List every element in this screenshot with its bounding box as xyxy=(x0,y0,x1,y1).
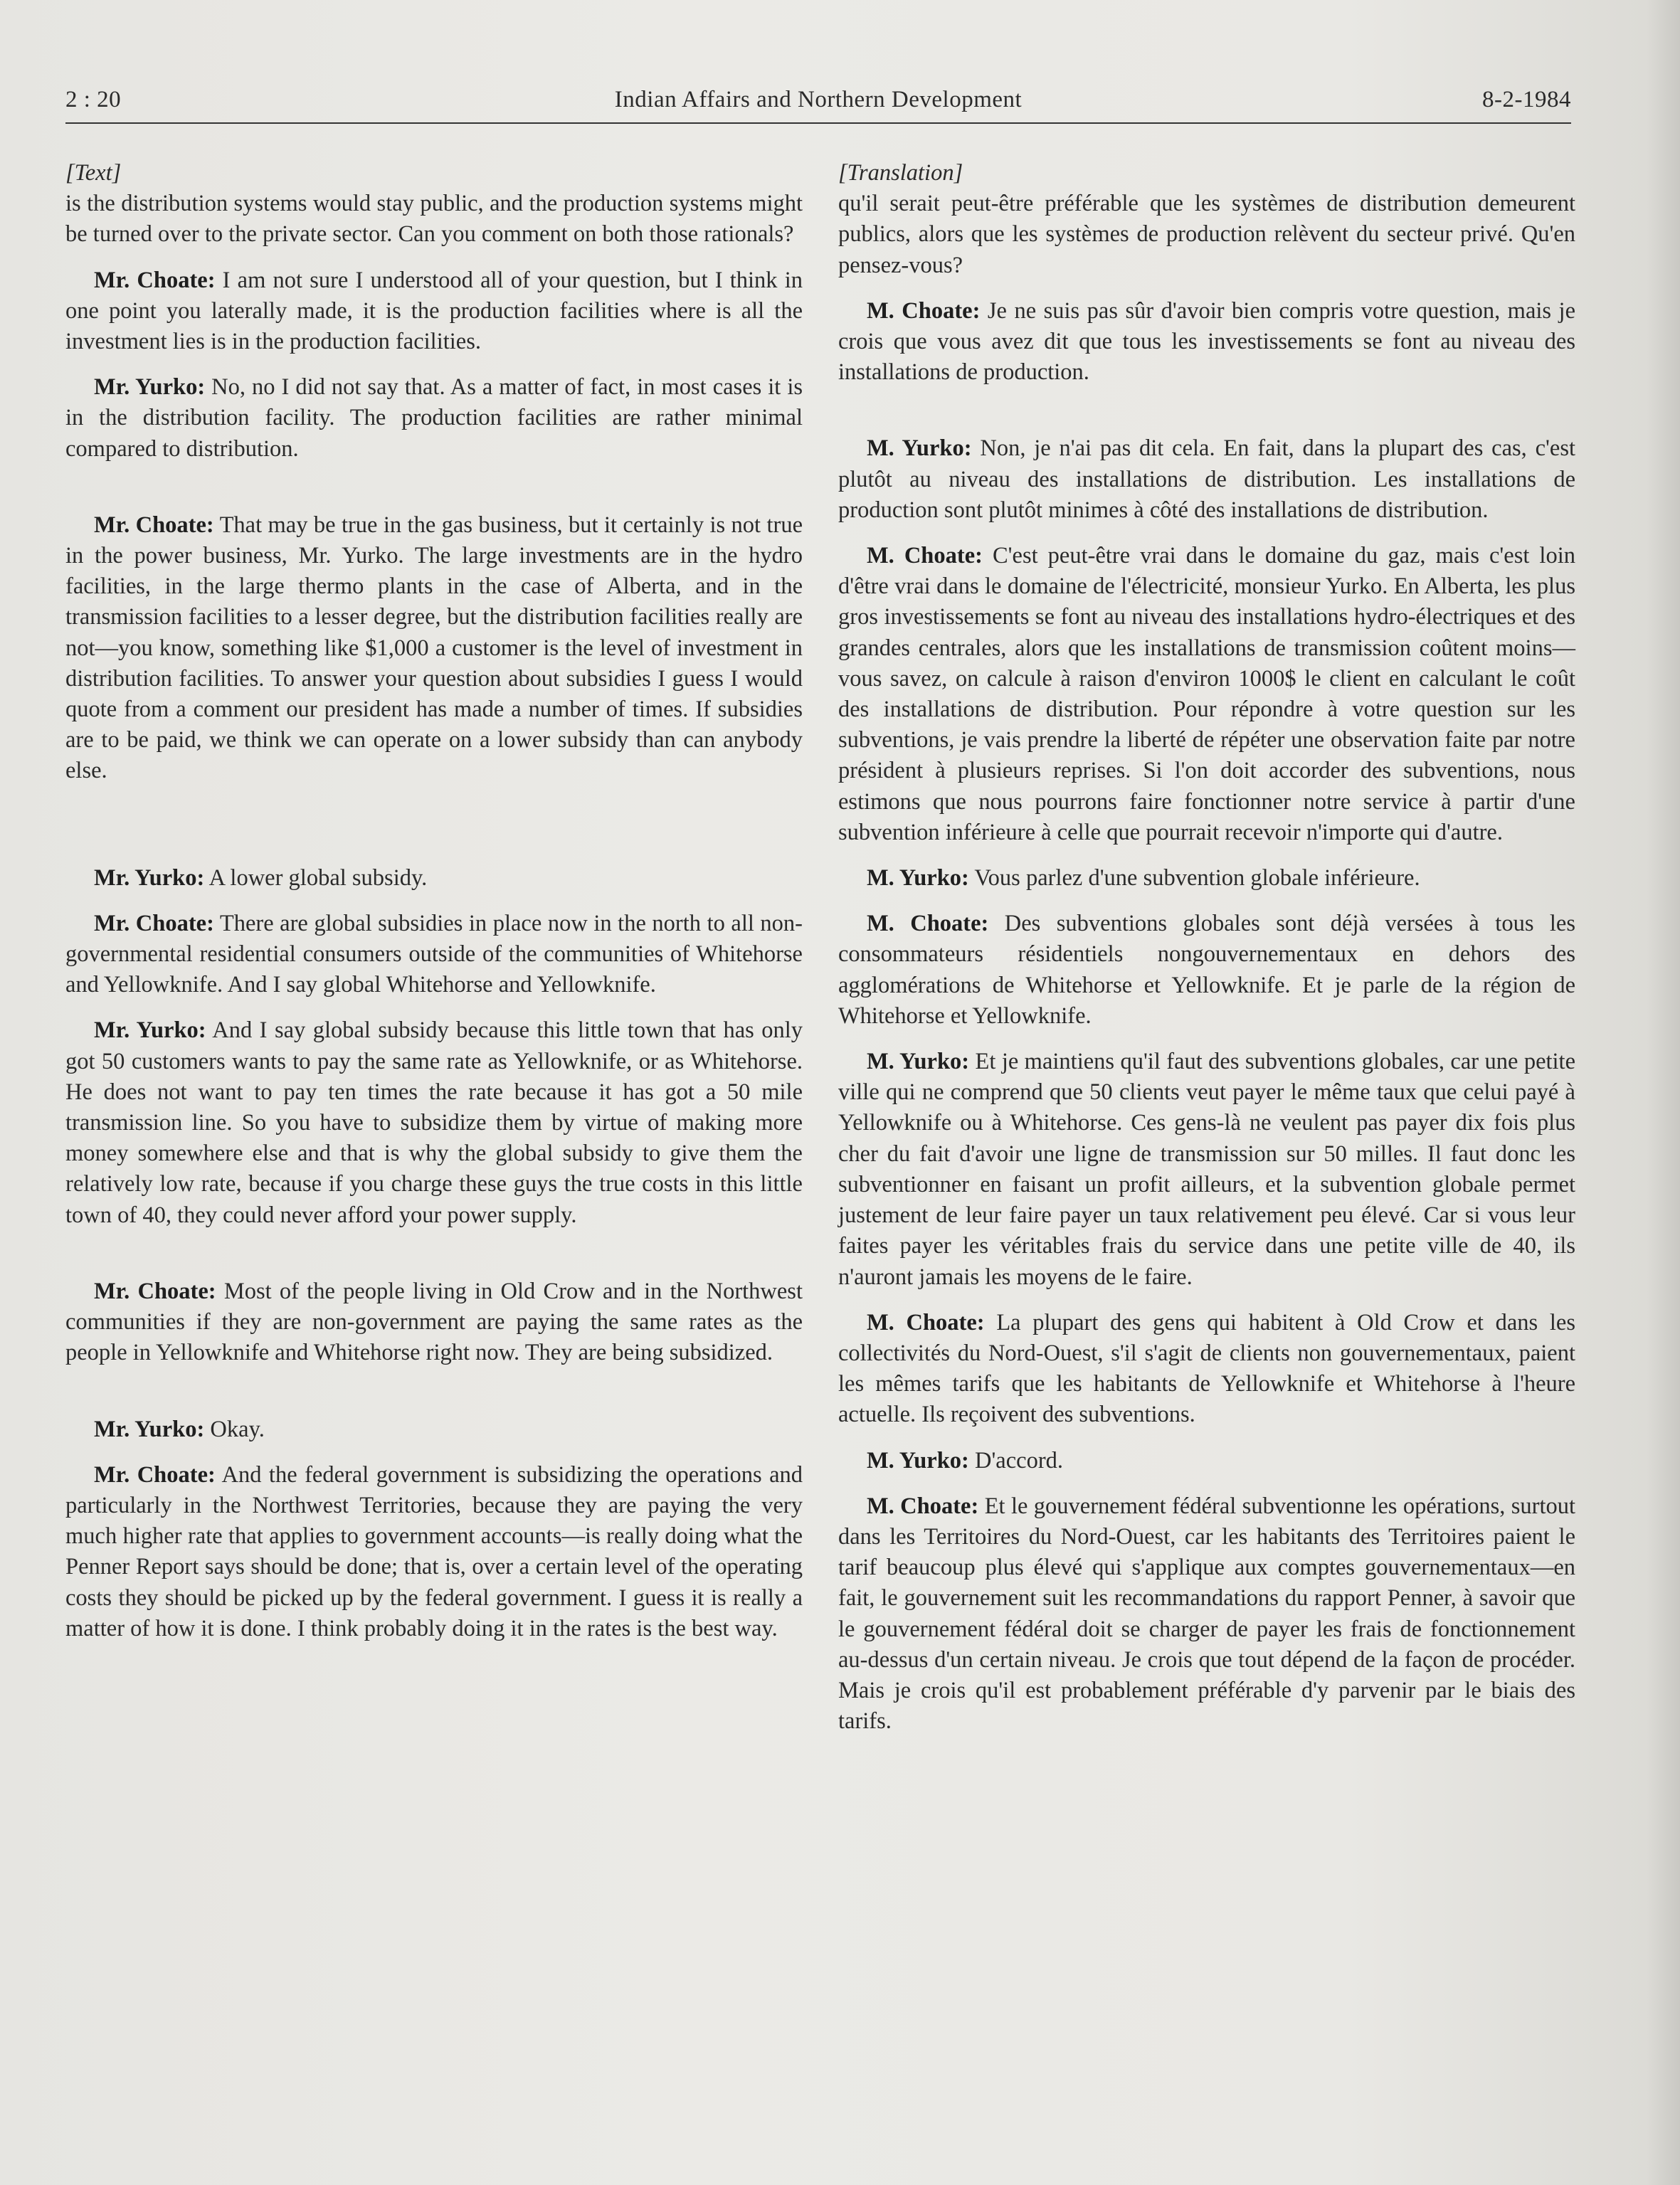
paragraph xyxy=(838,863,1575,894)
paragraph-text: Okay. xyxy=(204,1416,265,1442)
paragraph-text: Et je maintiens qu'il faut des subventions globales, car une petite ville qui ne comprend que 50 clients veut payer le même taux que celui payé à Yellowknife ou à Whitehorse. Ces gens-là ne veulent pas payer dix fois plus cher du fait d'avoir une ligne de transmission sur 50 milles. Il faut donc les subventionner en faisant un profit ailleurs, et la subvention globale permet justement de leur faire payer un taux relativement peu élevé. Car si vous leur faites payer les véritables frais du service dans une petite ville de 40, ils n'auront jamais les moyens de le faire. xyxy=(838,1049,1576,1290)
english-column xyxy=(65,158,803,1644)
paragraph xyxy=(65,1276,803,1369)
header-date: 8-2-1984 xyxy=(1482,87,1571,112)
paragraph xyxy=(65,265,803,358)
paragraph-text: qu'il serait peut-être préférable que les systèmes de distribution demeurent publics, alors que les systèmes de production relèvent du secteur privé. Qu'en pensez-vous? xyxy=(838,191,1575,278)
paragraph xyxy=(838,1446,1575,1476)
speaker-name: M. Choate: xyxy=(867,1493,979,1519)
page-header xyxy=(65,84,1571,121)
paragraph-text: And the federal government is subsidizing the operations and particularly in the Northwest Territories, because they are paying the very much higher rate that applies to government accounts—is really doing what the Penner Report says should be done; that is, over a certain level of the operating costs they should be picked up by the federal government. I guess it is really a matter of how it is done. I think probably doing it in the rates is the best way. xyxy=(65,1461,803,1641)
speaker-name: Mr. Yurko: xyxy=(94,374,206,401)
speaker-name: Mr. Choate: xyxy=(94,910,214,936)
paragraph xyxy=(838,541,1575,848)
paragraph xyxy=(838,1047,1575,1293)
text-label: [Text] xyxy=(65,160,122,186)
speaker-name: M. Yurko: xyxy=(867,865,969,892)
paragraph-text: A lower global subsidy. xyxy=(204,864,428,891)
paragraph xyxy=(838,1308,1575,1431)
paragraph-text: Je ne suis pas sûr d'avoir bien compris votre question, mais je crois que vous avez dit que tous les investissements se font au niveau des installations de production. xyxy=(838,297,1575,386)
speaker-name: M. Yurko: xyxy=(867,1447,969,1474)
header-rule xyxy=(65,122,1571,124)
paragraph xyxy=(838,189,1575,281)
paragraph-text: Des subventions globales sont déjà versées à tous les consommateurs résidentiels nongouvernementaux en dehors des agglomérations de Whitehorse et Yellowknife. Et je parle de la région de Whitehorse et Yellowknife. xyxy=(838,911,1575,1029)
paragraph-text: Vous parlez d'une subvention globale inférieure. xyxy=(968,865,1420,892)
running-title: Indian Affairs and Northern Development xyxy=(614,87,1023,112)
speaker-name: Mr. Choate: xyxy=(94,267,216,293)
paragraph xyxy=(838,296,1575,388)
paragraph xyxy=(65,1414,803,1445)
paragraph-text: No, no I did not say that. As a matter of fact, in most cases it is in the distribution facility. The production facilities are rather minimal compared to distribution. xyxy=(65,374,803,462)
paragraph xyxy=(838,1491,1575,1737)
speaker-name: M. Choate: xyxy=(867,543,983,569)
french-column xyxy=(838,158,1575,1737)
paragraph xyxy=(65,1460,803,1644)
paragraph-text: There are global subsidies in place now in the north to all non-governmental residential consumers outside of the communities of Whitehorse and Yellowknife. And I say global Whitehorse and Yellowknife. xyxy=(65,910,803,998)
paragraph xyxy=(65,1015,803,1230)
paragraph-text: D'accord. xyxy=(968,1447,1064,1474)
page-number: 2 : 20 xyxy=(65,87,122,112)
paragraph-text: C'est peut-être vrai dans le domaine du gaz, mais c'est loin d'être vrai dans le domaine de l'électricité, monsieur Yurko. En Alberta, les plus gros investissements se font au niveau des installations hydro-électriques et des grandes centrales, alors que les installations de transmission coûtent moins—vous savez, on calcule à raison d'environ 1000$ le client en calculant le coût des installations de distribution. Pour répondre à votre question sur les subventions, je vais prendre la liberté de répéter une observation faite par notre président à plusieurs reprises. Si l'on doit accorder des subventions, nous estimons que nous pourrons faire fonctionner notre service à partir d'une subvention inférieure à celle que pourrait recevoir n'importe qui d'autre. xyxy=(838,543,1575,845)
paragraph xyxy=(65,909,803,1001)
paragraph-text: And I say global subsidy because this little town that has only got 50 customers wants to pay the same rate as Yellowknife, or as Whitehorse. He does not want to pay ten times the rate because it has got a 50 mile transmission line. So you have to subsidize them by virtue of making more money somewhere else and that is why the global subsidy to give them the relatively low rate, because if you charge these guys the true costs in this little town of 40, they could never afford your power supply. xyxy=(65,1017,803,1228)
speaker-name: Mr. Yurko: xyxy=(94,1017,206,1044)
paragraph xyxy=(65,372,803,465)
speaker-name: Mr. Choate: xyxy=(94,512,214,538)
speaker-name: M. Choate: xyxy=(867,1309,985,1335)
paragraph-text: Non, je n'ai pas dit cela. En fait, dans la plupart des cas, c'est plutôt au niveau des installations de distribution. Les installations de production sont plutôt minimes à côté des installations de distribution. xyxy=(838,435,1575,523)
paragraph xyxy=(838,909,1575,1032)
paragraph xyxy=(65,189,803,250)
paragraph xyxy=(65,863,803,894)
paragraph-text: La plupart des gens qui habitent à Old Crow et dans les collectivités du Nord-Ouest, s'il s'agit de clients non gouvernementaux, paient les mêmes tarifs que les habitants de Yellowknife et Whitehorse à l'heure actuelle. Ils reçoivent des subventions. xyxy=(838,1309,1575,1428)
paragraph-text: That may be true in the gas business, but it certainly is not true in the power business, Mr. Yurko. The large investments are in the hydro facilities, in the large thermo plants in the case of Alberta, and in the transmission facilities to a lesser degree, but the distribution facilities really are not—you know, something like $1,000 a customer is the level of investment in distribution facilities. To answer your question about subsidies I guess I would quote from a comment our president has made a number of times. If subsidies are to be paid, we think we can operate on a lower subsidy than can anybody else. xyxy=(65,512,803,784)
speaker-name: M. Choate: xyxy=(867,297,981,324)
paragraph-text: Most of the people living in Old Crow and in the Northwest communities if they are non-government are paying the same rates as the people in Yellowknife and Whitehorse right now. They are being subsidized. xyxy=(65,1278,803,1366)
speaker-name: Mr. Yurko: xyxy=(94,864,205,891)
speaker-name: Mr. Yurko: xyxy=(94,1416,205,1442)
speaker-name: M. Yurko: xyxy=(867,435,972,462)
speaker-name: M. Choate: xyxy=(867,911,989,937)
paragraph-text: I am not sure I understood all of your question, but I think in one point you laterally made, it is the production facilities where is all the investment lies is in the production facilities. xyxy=(65,267,803,355)
paragraph xyxy=(838,433,1575,526)
paragraph xyxy=(65,510,803,787)
translation-label: [Translation] xyxy=(838,160,963,186)
speaker-name: M. Yurko: xyxy=(867,1049,970,1075)
paragraph-text: is the distribution systems would stay public, and the production systems might be turned over to the private sector. Can you comment on both those rationals? xyxy=(65,191,803,248)
paragraph-text: Et le gouvernement fédéral subventionne les opérations, surtout dans les Territoires du Nord-Ouest, car les habitants des Territoires paient le tarif beaucoup plus élevé qui s'applique aux comptes gouvernementaux—en fait, le gouvernement suit les recommandations du rapport Penner, à savoir que le gouvernement fédéral doit se charger de payer les frais de fonctionnement au-dessus d'un certain niveau. Je crois que tout dépend de la façon de procéder. Mais je crois qu'il est probablement préférable d'y parvenir par le biais des tarifs. xyxy=(838,1493,1576,1735)
speaker-name: Mr. Choate: xyxy=(94,1461,216,1488)
speaker-name: Mr. Choate: xyxy=(94,1278,216,1304)
